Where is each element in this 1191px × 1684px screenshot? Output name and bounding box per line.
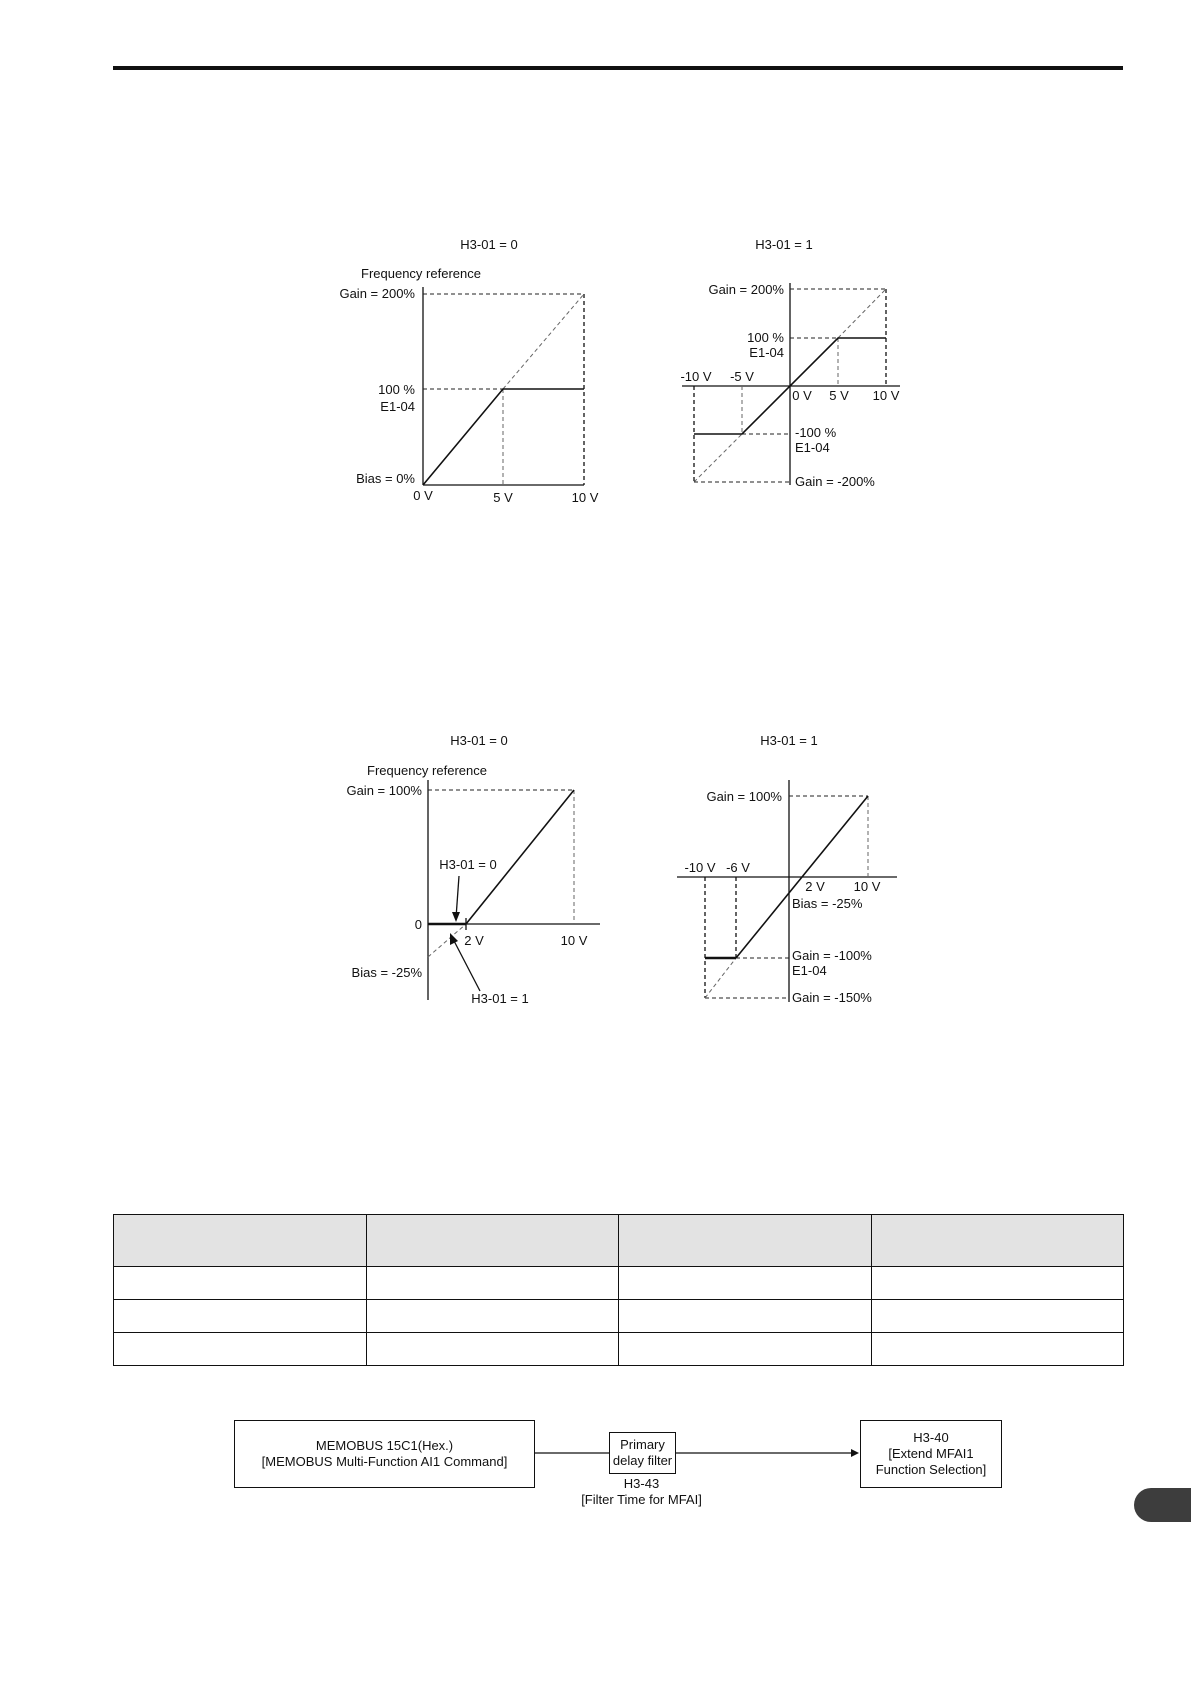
memobus-command-box	[234, 1420, 535, 1488]
fig1-right-title: H3-01 = 1	[755, 237, 813, 252]
table-header-cell	[871, 1215, 1124, 1267]
table-header-row	[114, 1215, 1124, 1267]
fig2-right-xn10-label: -10 V	[684, 860, 716, 875]
extend-mfai1-box	[860, 1420, 1002, 1488]
fig2-right-gain-n150-label: Gain = -150%	[792, 990, 872, 1005]
fig1-left-e104-label: E1-04	[380, 399, 415, 414]
figure-1-gain-200	[0, 220, 1191, 520]
fig1-left-x10-label: 10 V	[571, 490, 599, 505]
fig2-right-xn6-label: -6 V	[726, 860, 750, 875]
fig1-left-bias-label: Bias = 0%	[356, 471, 415, 486]
table-cell	[619, 1300, 872, 1333]
fig2-left-x10-label: 10 V	[560, 933, 588, 948]
table-cell	[114, 1300, 367, 1333]
fig2-right-title: H3-01 = 1	[760, 733, 818, 748]
fig1-left-100-label: 100 %	[378, 382, 415, 397]
filter-param-name: [Filter Time for MFAI]	[581, 1492, 702, 1507]
fig1-right-xn5-label: -5 V	[730, 369, 754, 384]
fig1-left-yaxis-label: Frequency reference	[361, 266, 481, 281]
memobus-line-2: [MEMOBUS Multi-Function AI1 Command]	[261, 1454, 508, 1469]
table-header-cell	[366, 1215, 619, 1267]
table-row	[114, 1267, 1124, 1300]
fig1-right-xn10-label: -10 V	[680, 369, 712, 384]
fig2-left-h30-arrow	[456, 876, 459, 918]
fig1-right-gain-pos-label: Gain = 200%	[708, 282, 784, 297]
flow-arrowhead	[851, 1449, 859, 1457]
fig1-left-gain-label: Gain = 200%	[339, 286, 415, 301]
fig1-right-e104-neg-label: E1-04	[795, 440, 830, 455]
table-cell	[366, 1333, 619, 1366]
fig1-right-gain-line-neg	[694, 434, 742, 482]
fig1-right-100-label: 100 %	[747, 330, 784, 345]
filter-param-label	[560, 1476, 723, 1508]
table-cell	[619, 1333, 872, 1366]
table-cell	[114, 1267, 367, 1300]
fig2-right-x10-label: 10 V	[853, 879, 881, 894]
fig1-left-x5-label: 5 V	[493, 490, 513, 505]
fig1-right-n100-label: -100 %	[795, 425, 837, 440]
fig2-left-x2-label: 2 V	[464, 933, 484, 948]
fig1-right-e104-pos-label: E1-04	[749, 345, 784, 360]
target-line-2: [Extend MFAI1	[888, 1446, 974, 1461]
fig1-left-title: H3-01 = 0	[460, 237, 518, 252]
fig2-left-h31-label: H3-01 = 1	[471, 991, 529, 1006]
table-cell	[871, 1267, 1124, 1300]
fig2-left-h31-arrowhead	[450, 933, 458, 945]
fig1-right-x10-label: 10 V	[872, 388, 900, 403]
fig2-right-gain-pos-label: Gain = 100%	[706, 789, 782, 804]
table-row	[114, 1333, 1124, 1366]
fig1-left-gain-line	[503, 294, 584, 389]
fig2-left-gain-label: Gain = 100%	[346, 783, 422, 798]
fig2-right-bias-label: Bias = -25%	[792, 896, 863, 911]
settings-table	[113, 1214, 1124, 1366]
figure-2-bias-minus-25	[0, 720, 1191, 1020]
fig2-right-e104-label: E1-04	[792, 963, 827, 978]
header-rule	[113, 66, 1123, 70]
filter-line-1: Primary	[620, 1437, 665, 1452]
target-line-3: Function Selection]	[875, 1462, 987, 1477]
table-cell	[366, 1300, 619, 1333]
fig2-left-bias-label: Bias = -25%	[351, 965, 422, 980]
fig2-right-gain-n100-label: Gain = -100%	[792, 948, 872, 963]
target-line-1: H3-40	[913, 1430, 949, 1445]
table-cell	[871, 1300, 1124, 1333]
table-cell	[871, 1333, 1124, 1366]
fig1-left-x0-label: 0 V	[413, 488, 433, 503]
table-row	[114, 1300, 1124, 1333]
fig2-left-h30-arrowhead	[452, 912, 460, 922]
filter-param-code: H3-43	[623, 1476, 660, 1491]
fig1-right-gain-line-pos	[838, 289, 886, 338]
fig1-right-x5-label: 5 V	[829, 388, 849, 403]
fig2-right-x2-label: 2 V	[805, 879, 825, 894]
table-cell	[114, 1333, 367, 1366]
filter-line-2: delay filter	[612, 1453, 673, 1468]
fig2-left-yaxis-label: Frequency reference	[367, 763, 487, 778]
primary-delay-filter-box	[609, 1432, 676, 1474]
table-header-cell	[114, 1215, 367, 1267]
table-header-cell	[619, 1215, 872, 1267]
fig2-left-h30-label: H3-01 = 0	[439, 857, 497, 872]
fig2-left-zero-label: 0	[414, 917, 422, 932]
fig2-left-title: H3-01 = 0	[450, 733, 508, 748]
fig1-right-x0-label: 0 V	[792, 388, 812, 403]
table-cell	[619, 1267, 872, 1300]
fig1-right-gain-neg-label: Gain = -200%	[795, 474, 875, 489]
memobus-line-1: MEMOBUS 15C1(Hex.)	[315, 1438, 454, 1453]
table-cell	[366, 1267, 619, 1300]
fig2-right-extension-line	[705, 958, 736, 998]
chapter-side-tab	[1134, 1488, 1191, 1522]
